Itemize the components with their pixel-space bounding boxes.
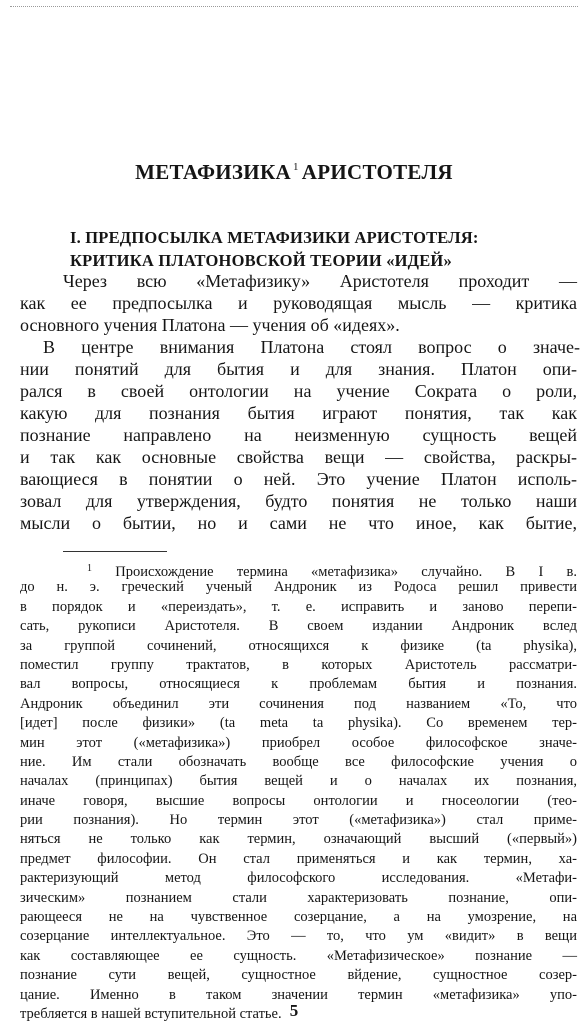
chapter-title-text-1: МЕТАФИЗИКА (135, 160, 291, 184)
footnote (20, 559, 578, 1024)
footnote-line: цание. Именно в таком значении термин «метафизика» упо- (20, 986, 577, 1003)
footnote-line: [идет] после физики» (ta meta ta physika). Со временем тер- (20, 715, 577, 732)
page-number: 5 (289, 1001, 299, 1020)
body-line: какую для познания бытия играют понятия, так как (20, 403, 577, 423)
footnote-line: няться не только как термин, означающий высший («первый») (20, 831, 577, 848)
section-heading (70, 226, 540, 272)
footnote-line: мин этот («метафизика») приобрел особое философское значе- (20, 734, 577, 751)
footnote-line: началах (принципах) бытия вещей и о началах их познания, (20, 773, 577, 790)
footnote-line: рии познания). Но термин этот («метафизика») стал приме- (20, 812, 577, 829)
footnote-line: в порядок и «переиздать», т. е. исправить и заново перепи- (20, 598, 577, 615)
footnote-line: поместил группу трактатов, в которых Аристотель рассматри- (20, 656, 577, 673)
body-line: Через всю «Метафизику» Аристотеля проходит — (63, 271, 577, 291)
chapter-title-text-2: АРИСТОТЕЛЯ (301, 160, 453, 184)
body-line: В центре внимания Платона стоял вопрос о значе- (43, 337, 580, 357)
footnote-line: иначе говоря, высшие вопросы онтологии и гносеологии (теo- (20, 792, 577, 809)
footnote-line: созерцание интеллектуальное. Это — то, что ум «видит» в вещи (20, 928, 577, 945)
footnote-line: требляется в нашей вступительной статье. (20, 1005, 282, 1022)
footnote-line: Андроник объединил эти сочинения под названием «То, что (20, 695, 577, 712)
footnote-line: как составляющее ее сущность. «Метафизическое» познание — (20, 947, 577, 964)
chapter-title (40, 160, 548, 185)
footnote-line: сать, рукописи Аристотеля. В своем издании Андроник вслед (20, 618, 577, 635)
footnote-line: предмет философии. Он стал применяться и как термин, ха- (20, 850, 577, 867)
footnote-line: ние. Им стали обозначать вообще все философские учения о (20, 753, 577, 770)
section-heading-line-1: I. ПРЕДПОСЫЛКА МЕТАФИЗИКИ АРИСТОТЕЛЯ: (70, 228, 479, 247)
footnote-separator (63, 551, 167, 552)
body-text (20, 270, 580, 534)
footnote-line: зическим» познанием стали характеризовать познание, опи- (20, 889, 577, 906)
body-line: и так как основные свойства вещи — свойства, раскры- (20, 447, 577, 467)
footnote-line: до н. э. греческий ученый Андроник из Родоса решил привести (20, 579, 577, 596)
section-heading-line-2: КРИТИКА ПЛАТОНОВСКОЙ ТЕОРИИ «ИДЕЙ» (70, 251, 452, 270)
footnote-line: познание сути вещей, сущностное вйдение, сущностное созер- (20, 967, 577, 984)
body-line: нии понятий для бытия и для знания. Платон опи- (20, 359, 577, 379)
body-line: зовал для утверждения, будто понятия не только наши (20, 491, 577, 511)
body-line: рался в своей онтологии на учение Сократа о роли, (20, 381, 577, 401)
footnote-line: рактеризующий метод философского исследования. «Метафи- (20, 870, 577, 887)
top-edge-line (10, 6, 578, 7)
body-line: мысли о бытии, но и сами не что иное, как бытие, (20, 513, 577, 533)
footnote-line: за группой сочинений, относящихся к физике (ta physika), (20, 637, 577, 654)
footnote-line: рающееся не на чувственное созерцание, а на умозрение, на (20, 909, 577, 926)
footnote-mark: 1 (87, 563, 92, 574)
body-line: как ее предпосылка и руководящая мысль — критика (20, 293, 577, 313)
footnote-line-text: Происхождение термина «метафизика» случайно. В I в. (115, 564, 578, 580)
footnote-line: вал вопросы, относящиеся к проблемам бытия и познания. (20, 676, 577, 693)
body-line: основного учения Платона — учения об «идеях». (20, 315, 400, 335)
body-line: познание направлено на неизменную сущность вещей (20, 425, 577, 445)
title-footnote-mark: 1 (292, 161, 299, 173)
footnote-line (87, 559, 577, 578)
body-line: вающиеся в понятии о ней. Это учение Платон исполь- (20, 469, 577, 489)
